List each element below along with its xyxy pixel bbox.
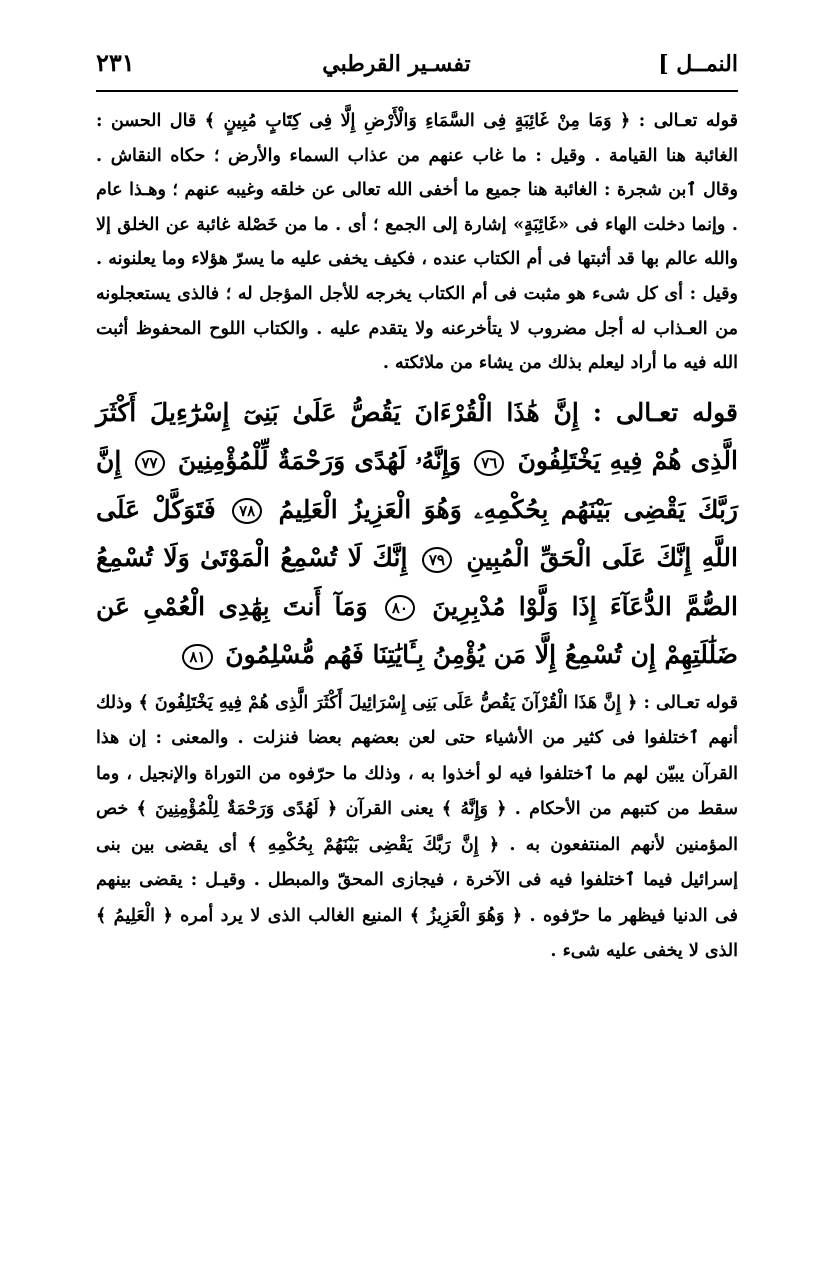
page-number: ٢٣١ bbox=[96, 48, 135, 77]
verse-78: إِنَّ رَبَّكَ يَقْضِى بَيْنَهُم بِحُكْمِهِۦ وَهُوَ الْعَزِيزُ الْعَلِيمُ bbox=[96, 446, 738, 524]
verse-number-78: ٧٨ bbox=[232, 498, 262, 524]
verse-number-81: ٨١ bbox=[182, 644, 212, 670]
commentary-paragraph-1: قوله تعـالى : ﴿ وَمَا مِنْ غَائِبَةٍ فِى السَّمَاءِ وَالْأَرْضِ إِلَّا فِى كِتَابٍ مُبِينٍ ﴾ قال الحسن : الغائبة هنا القيامة . وقيل : ما غاب عنهم من عذاب السماء والأرض ؛ حكاه النقاش . وقال ٱبن شجرة : الغائبة هنا جميع ما أخفى الله تعالى عن خلقه وغيبه عنهم ؛ وهـذا عام . وإنما دخلت الهاء فى «غَائِبَةٍ» إشارة إلى الجمع ؛ أى . ما من خَصْلة غائبة عن الخلق إلا والله عالم بها قد أثبتها فى أم الكتاب عنده ، فكيف يخفى عليه ما يسرّ هؤلاء وما يعلنونه . وقيل : أى كل شىء هو مثبت فى أم الكتاب يخرجه للأجل المؤجل له ؛ فالذى يستعجلونه من العـذاب له أجل مضروب لا يتأخرعنه ولا يتقدم عليه . والكتاب اللوح المحفوظ أثبت الله فيه ما أراد ليعلم بذلك من يشاء من ملائكته . bbox=[96, 111, 738, 374]
verse-80: إِنَّكَ لَا تُسْمِعُ الْمَوْتَىٰ وَلَا تُسْمِعُ الصُّمَّ الدُّعَآءَ إِذَا وَلَّوْا مُدْبِرِينَ bbox=[96, 543, 738, 621]
verse-79: فَتَوَكَّلْ عَلَى اللَّهِ إِنَّكَ عَلَى الْحَقِّ الْمُبِينِ bbox=[96, 494, 738, 573]
commentary-paragraph-2: قوله تعـالى : ﴿ إِنَّ هَذَا الْقُرْآنَ يَقُصُّ عَلَى بَنِى إِسْرَائِيلَ أَكْثَرَ الَّذِى هُمْ فِيهِ يَخْتَلِفُونَ ﴾ وذلك أنهم ٱختلفوا فى كثير من الأشياء حتى لعن بعضهم بعضا فنزلت . والمعنى : إن هذا القرآن يبيّن لهم ما ٱختلفوا فيه لو أخذوا به ، وذلك ما حرّفوه من التوراة والإنجيل ، وما سقط من كتبهم من الأحكام . ﴿ وَإِنَّهُ ﴾ يعنى القرآن ﴿ لَهُدًى وَرَحْمَةٌ لِلْمُؤْمِنِينَ ﴾ خص المؤمنين لأنهم المنتفعون به . ﴿ إِنَّ رَبَّكَ يَقْضِى بَيْنَهُمْ بِحُكْمِهِ ﴾ أى يقضى بين بنى إسرائيل فيما ٱختلفوا فيه فى الآخرة ، فيجازى المحقّ والمبطل . وقيـل : يقضى بينهم فى الدنيا فيظهر ما حرّفوه . ﴿ وَهُوَ الْعَزِيزُ ﴾ المنيع الغالب الذى لا يرد أمره ﴿ الْعَلِيمُ ﴾ الذى لا يخفى عليه شىء . bbox=[96, 692, 738, 962]
surah-name: النمــل ] bbox=[658, 51, 738, 77]
verse-number-80: ٨٠ bbox=[385, 595, 415, 621]
verse-number-77: ٧٧ bbox=[135, 450, 165, 476]
quran-verses-block bbox=[96, 389, 738, 680]
verse-number-79: ٧٩ bbox=[422, 547, 452, 573]
header-rule bbox=[96, 90, 738, 92]
verse-81: وَمَآ أَنتَ بِهَٰدِى الْعُمْىِ عَن ضَلَٰلَتِهِمْ إِن تُسْمِعُ إِلَّا مَن يُؤْمِنُ بِـَٔايَٰتِنَا فَهُم مُّسْلِمُونَ bbox=[96, 591, 738, 670]
verses-intro: قوله تعـالى : bbox=[592, 397, 738, 427]
verse-number-76: ٧٦ bbox=[474, 450, 504, 476]
verse-76: إِنَّ هَٰذَا الْقُرْءَانَ يَقُصُّ عَلَىٰ بَنِىٓ إِسْرَٰٓءِيلَ أَكْثَرَ الَّذِى هُمْ فِيهِ يَخْتَلِفُونَ bbox=[96, 397, 738, 476]
running-title: تفسـير القرطبي bbox=[322, 51, 471, 77]
page-header bbox=[96, 48, 738, 88]
verse-77: وَإِنَّهُۥ لَهُدًى وَرَحْمَةٌ لِّلْمُؤْمِنِينَ bbox=[177, 446, 462, 476]
